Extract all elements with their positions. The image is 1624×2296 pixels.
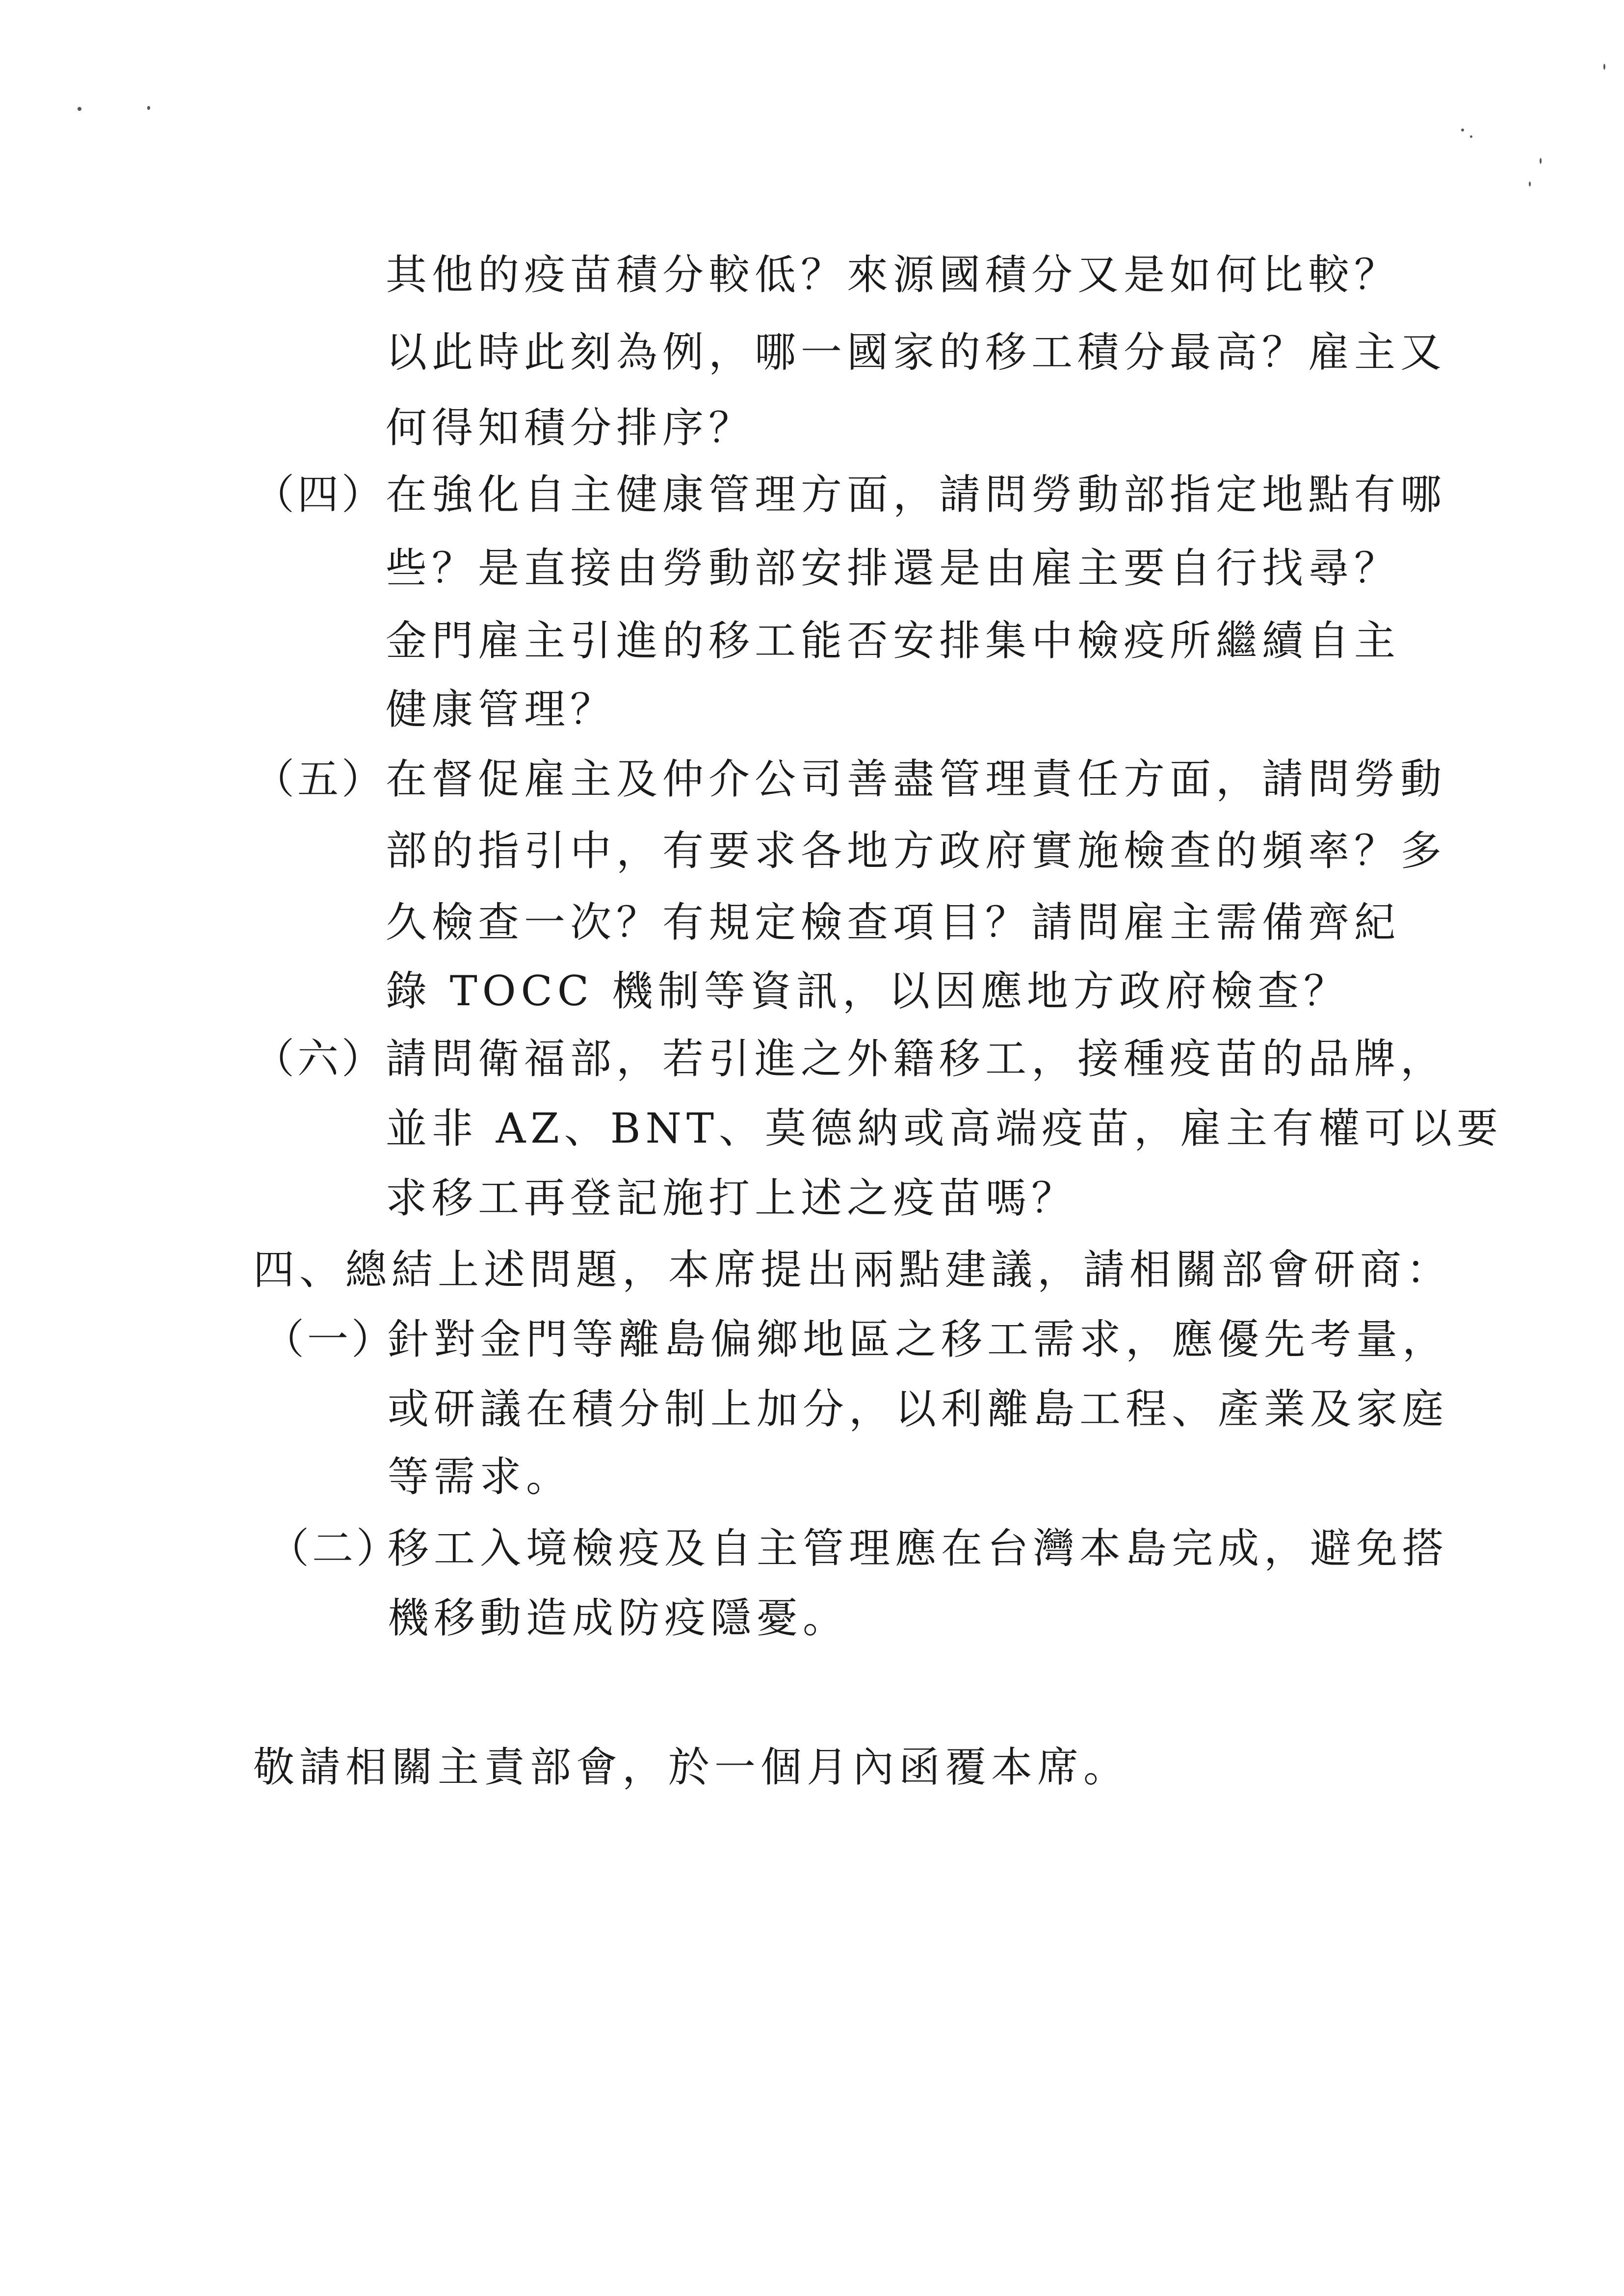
- text-line: 部的指引中，有要求各地方政府實施檢查的頻率？多: [386, 827, 1447, 875]
- item-marker: （一）: [263, 1315, 396, 1363]
- text-line: 等需求。: [388, 1453, 573, 1501]
- text-line: 求移工再登記施打上述之疫苗嗎？: [386, 1174, 1078, 1222]
- section-heading: 四、總結上述問題，本席提出兩點建議，請相關部會研商：: [253, 1246, 1453, 1294]
- text-line: 久檢查一次？有規定檢查項目？請問雇主需備齊紀: [386, 898, 1401, 946]
- item-marker: （五）: [253, 755, 386, 803]
- text-line: 並非 AZ、BNT、莫德納或高端疫苗，雇主有權可以要: [386, 1104, 1503, 1152]
- scan-speck: [1470, 135, 1472, 138]
- scan-speck: [1540, 158, 1542, 164]
- text-line: 其他的疫苗積分較低？來源國積分又是如何比較？: [386, 251, 1401, 299]
- text-line: 移工入境檢疫及自主管理應在台灣本島完成，避免搭: [388, 1524, 1449, 1572]
- text-line: 些？是直接由勞動部安排還是由雇主要自行找尋？: [386, 544, 1401, 592]
- scan-speck: [1529, 182, 1531, 186]
- item-marker: （六）: [253, 1035, 386, 1083]
- scan-speck: [78, 107, 81, 111]
- text-line: 以此時此刻為例，哪一國家的移工積分最高？雇主又: [386, 328, 1447, 376]
- text-line: 機移動造成防疫隱憂。: [388, 1594, 849, 1642]
- item-marker: （二）: [268, 1524, 401, 1572]
- closing-line: 敬請相關主責部會，於一個月內函覆本席。: [253, 1743, 1130, 1791]
- text-line: 在強化自主健康管理方面，請問勞動部指定地點有哪: [386, 470, 1447, 519]
- text-line: 錄 TOCC 機制等資訊，以因應地方政府檢查？: [386, 967, 1350, 1015]
- text-line: 何得知積分排序？: [386, 404, 755, 452]
- text-line: 金門雇主引進的移工能否安排集中檢疫所繼續自主: [386, 617, 1401, 665]
- text-line: 健康管理？: [386, 685, 617, 733]
- text-line: 針對金門等離島偏鄉地區之移工需求，應優先考量，: [388, 1315, 1449, 1363]
- scan-speck: [1603, 64, 1605, 70]
- scan-speck: [1461, 129, 1464, 131]
- text-line: 請問衛福部，若引進之外籍移工，接種疫苗的品牌，: [386, 1035, 1447, 1083]
- item-marker: （四）: [253, 470, 386, 519]
- scan-speck: [147, 106, 150, 110]
- text-line: 在督促雇主及仲介公司善盡管理責任方面，請問勞動: [386, 755, 1447, 803]
- text-line: 或研議在積分制上加分，以利離島工程、產業及家庭: [388, 1385, 1449, 1433]
